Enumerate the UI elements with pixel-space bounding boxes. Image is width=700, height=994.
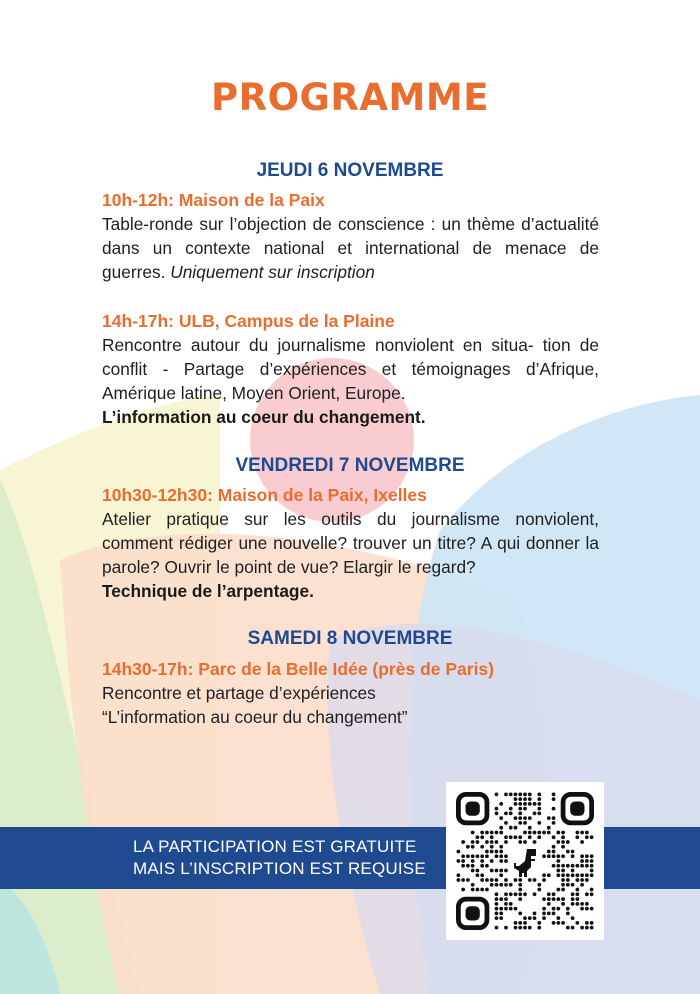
event-block (102, 483, 599, 603)
event-heading: 10h-12h: Maison de la Paix (102, 190, 325, 210)
event-description: Rencontre autour du journalisme nonviolent en situa- tion de conflit - Partage d’expériences et témoignages d’Afrique, Amérique latine, Moyen Orient, Europe. (102, 335, 599, 403)
day-heading: JEUDI 6 NOVEMBRE (256, 160, 444, 181)
banner-text (133, 836, 426, 880)
event-block (102, 309, 599, 429)
day-heading: VENDREDI 7 NOVEMBRE (235, 455, 465, 476)
event-description: Atelier pratique sur les outils du journalisme nonviolent, comment rédiger une nouvelle? trouver un titre? A qui donner la parole? Ouvrir le point de vue? Elargir le regard? (102, 509, 599, 577)
event-highlight: Technique de l’arpentage. (102, 581, 314, 601)
banner-line: LA PARTICIPATION EST GRATUITE (133, 837, 417, 856)
day-heading: SAMEDI 8 NOVEMBRE (247, 628, 453, 649)
event-heading: 14h30-17h: Parc de la Belle Idée (près de Paris) (102, 659, 494, 679)
event-description: Rencontre et partage d’expériences (102, 683, 376, 703)
event-description: Table-ronde sur l’objection de conscience : un thème d’actualité dans un contexte national et international de menace de guerres. Uniquement sur inscription (102, 214, 599, 282)
banner-line: MAIS L’INSCRIPTION EST REQUISE (133, 859, 426, 878)
event-note: Uniquement sur inscription (170, 262, 375, 282)
page-title: PROGRAMME (211, 76, 489, 119)
event-heading: 10h30-12h30: Maison de la Paix, Ixelles (102, 485, 427, 505)
qr-code-icon (456, 792, 594, 930)
event-description: “L’information au coeur du changement” (102, 707, 408, 727)
dinosaur-icon (514, 849, 536, 877)
event-block (102, 657, 599, 729)
event-block (102, 188, 599, 284)
event-heading: 14h-17h: ULB, Campus de la Plaine (102, 311, 395, 331)
qr-code-card[interactable] (446, 782, 604, 940)
event-highlight: L’information au coeur du changement. (102, 407, 426, 427)
